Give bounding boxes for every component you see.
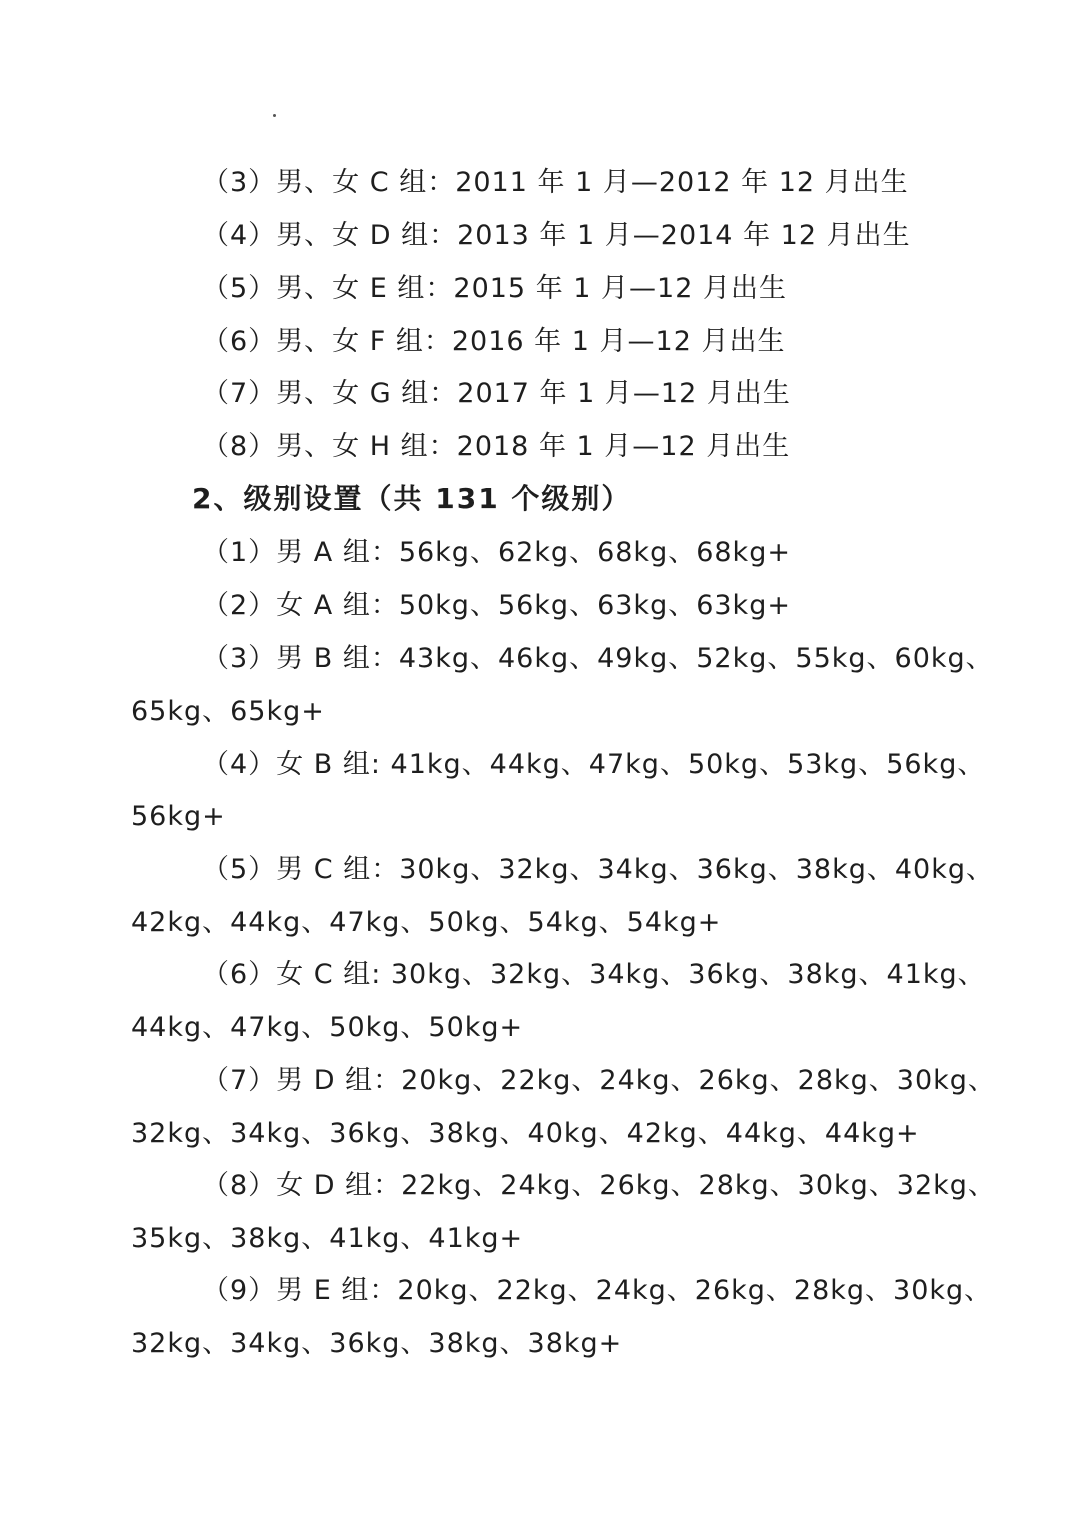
weight-class-c-male-line2: 42kg、44kg、47kg、50kg、54kg、54kg+ — [131, 907, 722, 938]
weight-class-b-male-line1: （3）男 B 组：43kg、46kg、49kg、52kg、55kg、60kg、 — [202, 643, 994, 674]
age-group-e: （5）男、女 E 组：2015 年 1 月—12 月出生 — [202, 273, 787, 304]
age-group-g: （7）男、女 G 组：2017 年 1 月—12 月出生 — [202, 378, 791, 409]
weight-class-a-male: （1）男 A 组：56kg、62kg、68kg、68kg+ — [202, 537, 791, 568]
weight-class-b-male-line2: 65kg、65kg+ — [131, 696, 325, 727]
section-heading: 2、级别设置（共 131 个级别） — [192, 482, 632, 515]
weight-class-d-male-line1: （7）男 D 组：20kg、22kg、24kg、26kg、28kg、30kg、 — [202, 1065, 996, 1096]
age-group-f: （6）男、女 F 组：2016 年 1 月—12 月出生 — [202, 326, 786, 357]
weight-class-a-female: （2）女 A 组：50kg、56kg、63kg、63kg+ — [202, 590, 791, 621]
weight-class-c-male-line1: （5）男 C 组：30kg、32kg、34kg、36kg、38kg、40kg、 — [202, 854, 994, 885]
weight-class-d-male-line2: 32kg、34kg、36kg、38kg、40kg、42kg、44kg、44kg+ — [131, 1118, 920, 1149]
weight-class-e-male-line2: 32kg、34kg、36kg、38kg、38kg+ — [131, 1328, 623, 1359]
age-group-d: （4）男、女 D 组：2013 年 1 月—2014 年 12 月出生 — [202, 220, 911, 251]
weight-class-e-male-line1: （9）男 E 组：20kg、22kg、24kg、26kg、28kg、30kg、 — [202, 1275, 993, 1306]
weight-class-d-female-line1: （8）女 D 组：22kg、24kg、26kg、28kg、30kg、32kg、 — [202, 1170, 996, 1201]
weight-class-d-female-line2: 35kg、38kg、41kg、41kg+ — [131, 1223, 524, 1254]
age-group-h: （8）男、女 H 组：2018 年 1 月—12 月出生 — [202, 431, 791, 462]
age-group-c: （3）男、女 C 组：2011 年 1 月—2012 年 12 月出生 — [202, 167, 909, 198]
weight-class-b-female-line2: 56kg+ — [131, 801, 226, 832]
weight-class-c-female-line2: 44kg、47kg、50kg、50kg+ — [131, 1012, 524, 1043]
weight-class-b-female-line1: （4）女 B 组: 41kg、44kg、47kg、50kg、53kg、56kg、 — [202, 749, 986, 780]
weight-class-c-female-line1: （6）女 C 组: 30kg、32kg、34kg、36kg、38kg、41kg、 — [202, 959, 986, 990]
stray-dot-mark — [273, 114, 276, 117]
